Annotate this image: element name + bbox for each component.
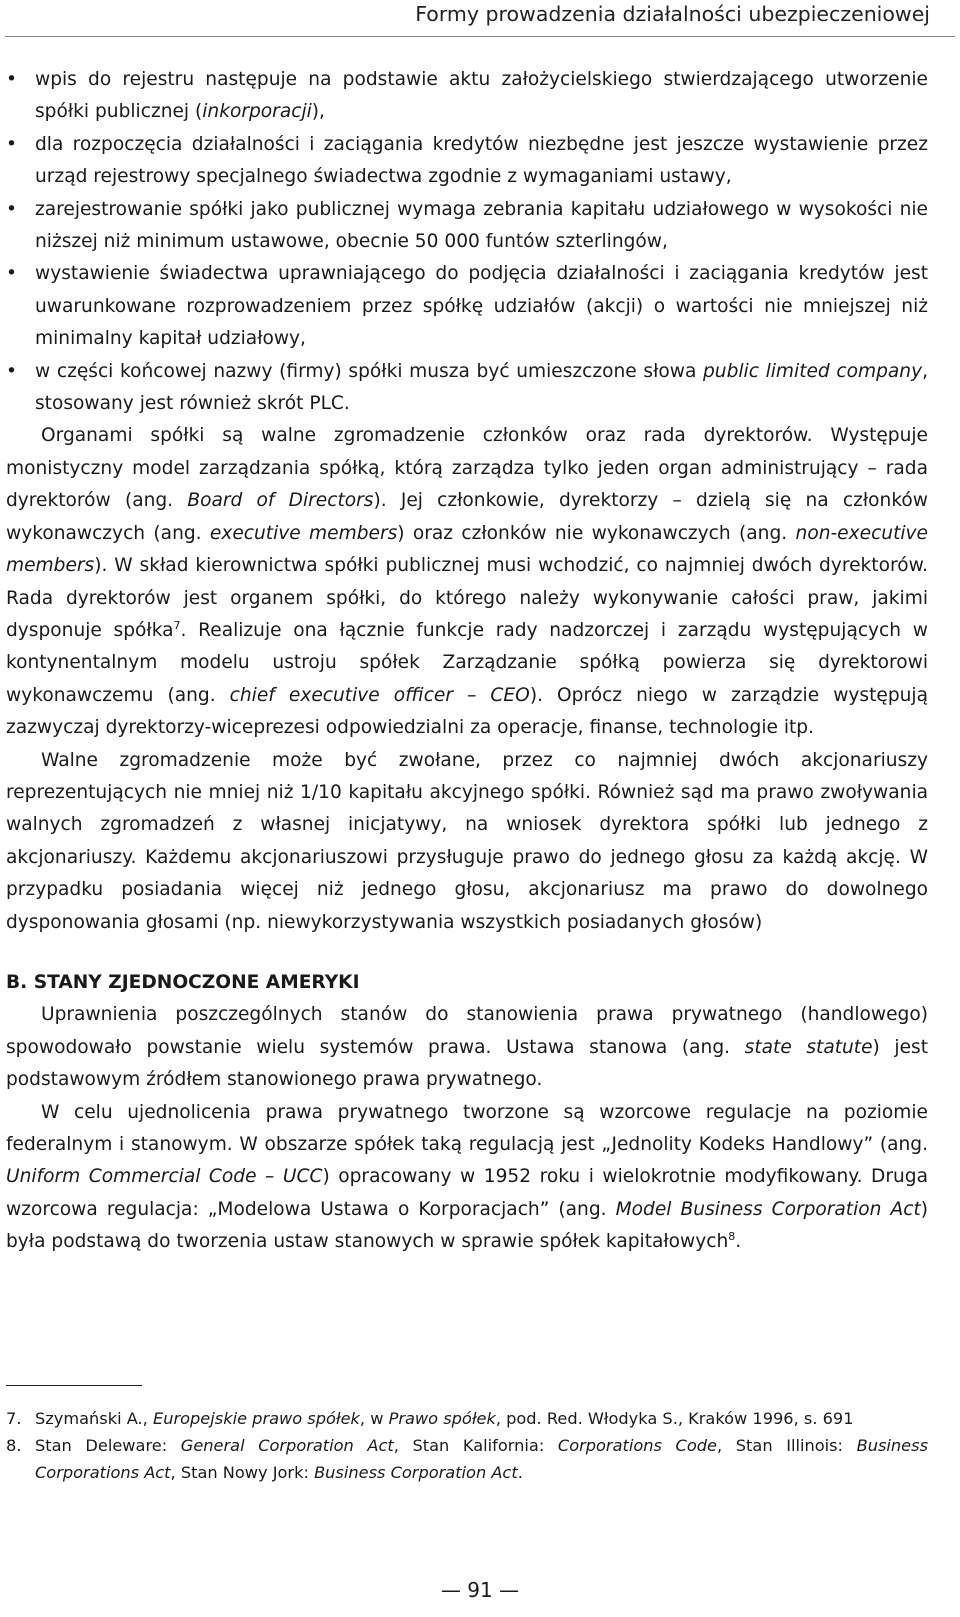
italic-term: Europejskie prawo spółek bbox=[152, 1409, 360, 1428]
footnote-text bbox=[35, 1436, 928, 1482]
paragraph-organs bbox=[6, 420, 928, 744]
italic-term: Business Corporations Act bbox=[35, 1436, 929, 1482]
italic-term: state statute bbox=[744, 1036, 873, 1058]
italic-term: Model Business Corporation Act bbox=[615, 1198, 921, 1220]
body-text bbox=[6, 64, 928, 1259]
footnote-number: 8. bbox=[6, 1436, 22, 1455]
text-run: Walne zgromadzenie może być zwołane, przez co najmniej dwóch akcjonariuszy reprezentujących nie mniej niż 1/10 kapitału akcyjnego spółki. Również sąd ma prawo zwoływania walnych zgromadzeń z własnej inicjatywy, na wniosek dyrektora spółki lub jednego z akcjonariuszy. Każdemu akcjonariuszowi przysługuje prawo do jednego głosu za każdą akcję. W przypadku posiadania więcej niż jednego głosu, akcjonariusz ma prawo do dowolnego dysponowania głosami (np. niewykorzystywania wszystkich posiadanych głosów) bbox=[6, 749, 928, 933]
italic-term: chief executive officer – CEO bbox=[229, 684, 530, 706]
text-run: wpis do rejestru następuje na podstawie aktu założycielskiego stwierdzającego utworzenie spółki publicznej ( bbox=[35, 69, 928, 123]
italic-term: Board of Directors bbox=[187, 490, 374, 512]
text-run: , Stan Kalifornia: bbox=[393, 1436, 558, 1455]
italic-term: General Corporation Act bbox=[180, 1436, 394, 1455]
text-run: , pod. Red. Włodyka S., Kraków 1996, s. 691 bbox=[495, 1409, 854, 1428]
text-run: ), bbox=[311, 101, 325, 123]
text-run: Szymański A., bbox=[35, 1409, 153, 1428]
text-run: . bbox=[517, 1463, 523, 1482]
italic-term: public limited company bbox=[703, 360, 923, 382]
footnote-ref: 8 bbox=[728, 1230, 736, 1244]
paragraph-state-law bbox=[6, 999, 928, 1096]
bullet-item bbox=[6, 356, 928, 421]
footnote-ref: 7 bbox=[173, 618, 181, 632]
footnote-rule bbox=[6, 1385, 142, 1386]
text-run: ). Jej członkowie, dyrektorzy – dzielą się na członków wykonawczych (ang. bbox=[6, 490, 929, 544]
italic-term: inkorporacji bbox=[202, 101, 312, 123]
bullet-item bbox=[6, 258, 928, 355]
text-run: ). Oprócz niego w zarządzie występują zazwyczaj dyrektorzy-wiceprezesi odpowiedzialni za operacje, finanse, technologie itp. bbox=[6, 684, 928, 739]
header-rule bbox=[5, 36, 955, 37]
footnote-7 bbox=[6, 1405, 928, 1432]
italic-term: Uniform Commercial Code – UCC bbox=[6, 1166, 323, 1188]
text-run: ) była podstawą do tworzenia ustaw stanowych w sprawie spółek kapitałowych bbox=[6, 1198, 928, 1253]
bullet-item bbox=[6, 129, 928, 194]
text-run: Uprawnienia poszczególnych stanów do stanowienia prawa prywatnego (handlowego) spowodowało powstanie wielu systemów prawa. Ustawa stanowa (ang. bbox=[6, 1004, 928, 1058]
italic-term: Business Corporation Act bbox=[314, 1463, 518, 1482]
text-run: ) opracowany w 1952 roku i wielokrotnie modyfikowany. Druga wzorcowa regulacja: „Modelowa Ustawa o Korporacjach” (ang. bbox=[6, 1166, 928, 1220]
bullet-item bbox=[6, 194, 928, 259]
text-run: Organami spółki są walne zgromadzenie członków oraz rada dyrektorów. Występuje monistyczny model zarządzania spółką, którą zarządza tylko jeden organ administrujący – rada dyrektorów (ang. bbox=[6, 425, 928, 512]
text-run: , Stan Nowy Jork: bbox=[170, 1463, 315, 1482]
text-run: , w bbox=[359, 1409, 389, 1428]
text-run: wystawienie świadectwa uprawniającego do podjęcia działalności i zaciągania kredytów jest uwarunkowane rozprowadzeniem przez spółkę udziałów (akcji) o wartości nie mniejszej niż minimalny kapitał udziałowy, bbox=[35, 263, 928, 350]
text-run: zarejestrowanie spółki jako publicznej wymaga zebrania kapitału udziałowego w wysokości nie niższej niż minimum ustawowe, obecnie 50 000 funtów szterlingów, bbox=[35, 198, 928, 253]
text-run: ) jest podstawowym źródłem stanowionego prawa prywatnego. bbox=[6, 1036, 928, 1091]
text-run: Stan Deleware: bbox=[35, 1436, 181, 1455]
text-run: dla rozpoczęcia działalności i zaciągania kredytów niezbędne jest jeszcze wystawienie przez urząd rejestrowy specjalnego świadectwa zgodnie z wymaganiami ustawy, bbox=[35, 133, 928, 188]
text-run: ) oraz członków nie wykonawczych (ang. bbox=[397, 522, 796, 544]
text-run: , Stan Illinois: bbox=[717, 1436, 857, 1455]
text-run: w części końcowej nazwy (firmy) spółki musza być umieszczone słowa bbox=[35, 360, 703, 382]
running-header: Formy prowadzenia działalności ubezpieczeniowej bbox=[415, 2, 930, 26]
text-run: W celu ujednolicenia prawa prywatnego tworzone są wzorcowe regulacje na poziomie federalnym i stanowym. W obszarze spółek taką regulacją jest „Jednolity Kodeks Handlowy” (ang. bbox=[6, 1101, 928, 1155]
footnote-8 bbox=[6, 1432, 928, 1486]
footnote-text bbox=[35, 1409, 854, 1428]
paragraph-general-meeting bbox=[6, 745, 928, 939]
footnote-number: 7. bbox=[6, 1409, 22, 1428]
page-number: — 91 — bbox=[440, 1578, 520, 1602]
bullet-list bbox=[6, 64, 928, 420]
text-run: . Realizuje ona łącznie funkcje rady nadzorczej i zarządu występujących w kontynentalnym modelu ustroju spółek Zarządzanie spółką powierza się dyrektorowi wykonawczemu (ang. bbox=[6, 619, 928, 706]
italic-term: executive members bbox=[209, 522, 398, 544]
text-run: , stosowany jest również skrót PLC. bbox=[35, 360, 929, 415]
footnotes bbox=[6, 1405, 928, 1486]
italic-term: non-executive members bbox=[6, 522, 928, 577]
text-run: . bbox=[735, 1231, 742, 1253]
text-run: ). W skład kierownictwa spółki publicznej musi wchodzić, co najmniej dwóch dyrektorów. Rada dyrektorów jest organem spółki, do którego należy wykonywanie całości praw, jakimi dysponuje spółka bbox=[6, 555, 928, 641]
paragraph-model-regulations bbox=[6, 1097, 928, 1259]
section-heading: B. STANY ZJEDNOCZONE AMERYKI bbox=[6, 971, 360, 993]
italic-term: Prawo spółek bbox=[388, 1409, 496, 1428]
italic-term: Corporations Code bbox=[557, 1436, 718, 1455]
bullet-item bbox=[6, 64, 928, 129]
